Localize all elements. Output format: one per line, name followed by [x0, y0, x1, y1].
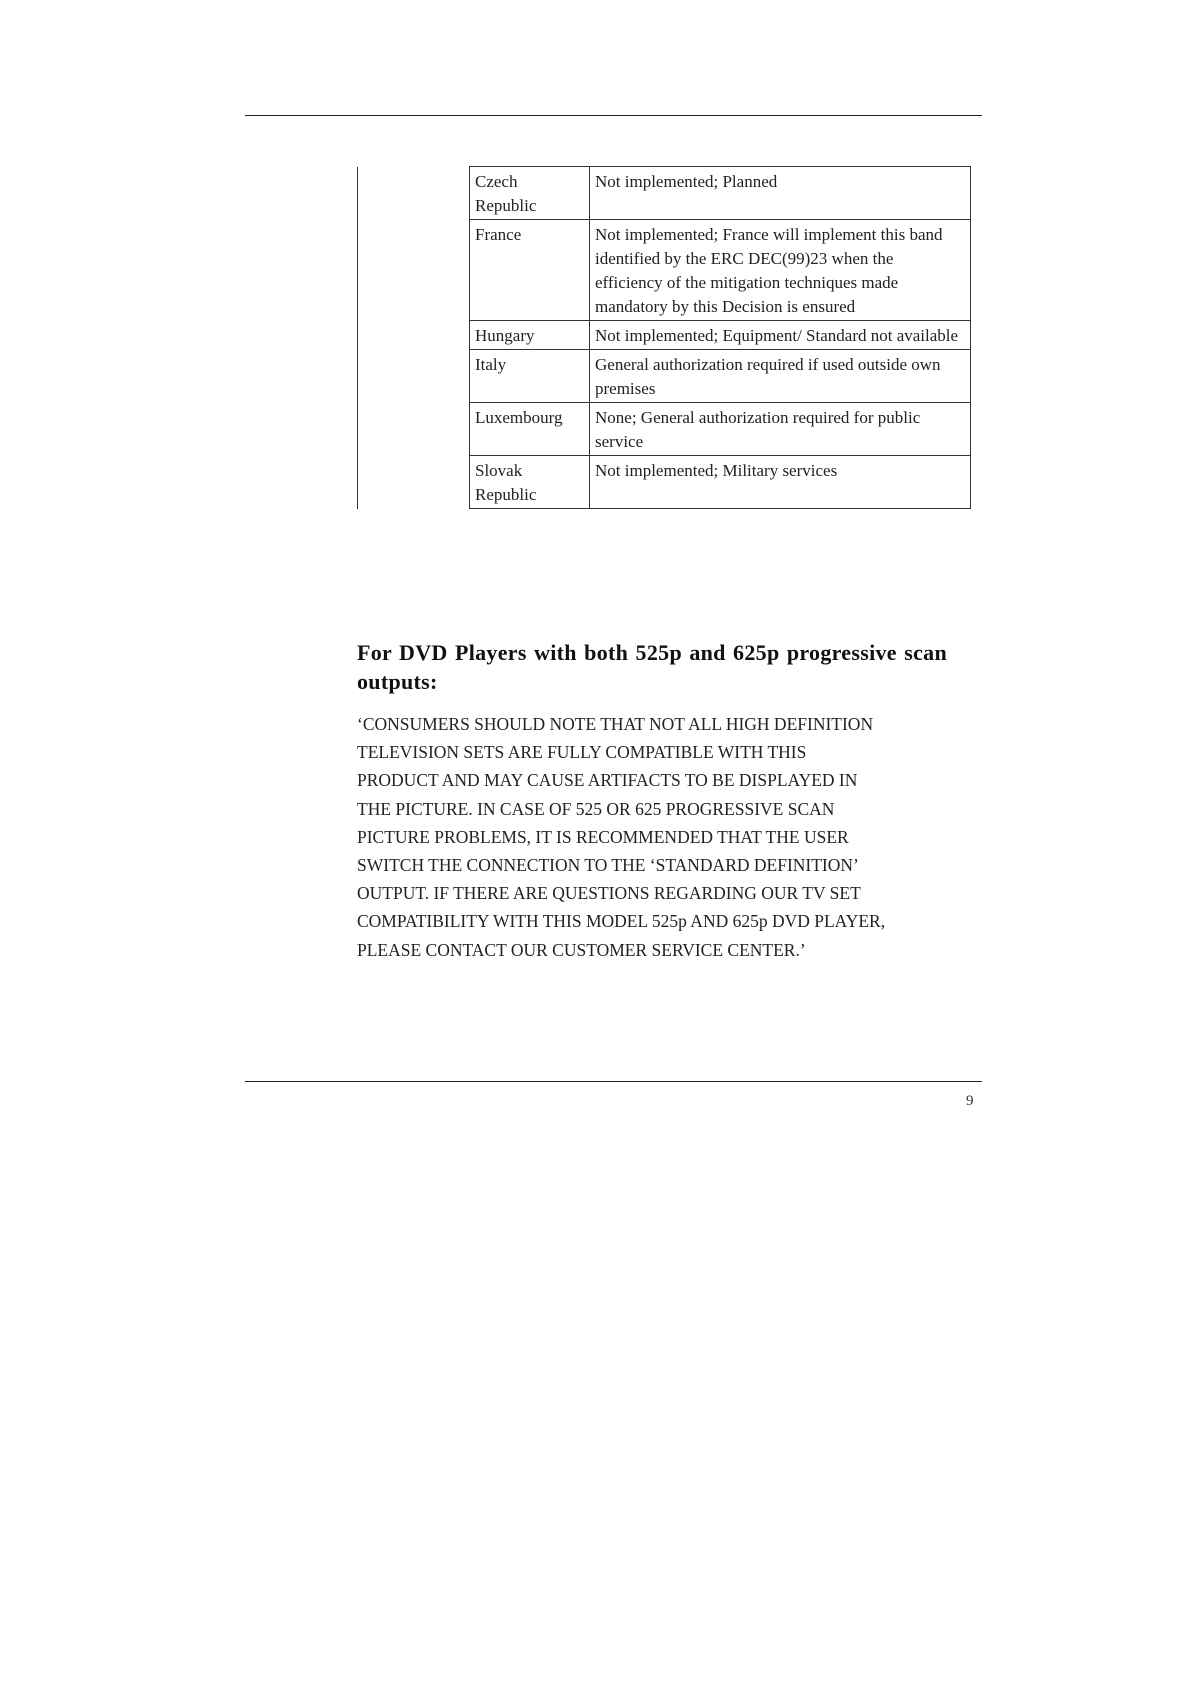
warning-line: PRODUCT AND MAY CAUSE ARTIFACTS TO BE DISPLAYED IN [357, 770, 858, 791]
status-cell: None; General authorization required for public service [590, 403, 971, 456]
country-cell: Czech Republic [470, 167, 590, 220]
warning-line: THE PICTURE. IN CASE OF 525 OR 625 PROGRESSIVE SCAN [357, 798, 835, 819]
status-cell: General authorization required if used outside own premises [590, 350, 971, 403]
country-cell: Slovak Republic [470, 456, 590, 509]
warning-line: OUTPUT. IF THERE ARE QUESTIONS REGARDING OUR TV SET [357, 883, 861, 904]
empty-category-cell [358, 167, 470, 509]
warning-line: PLEASE CONTACT OUR CUSTOMER SERVICE CENTER.’ [357, 939, 806, 960]
warning-line: ‘CONSUMERS SHOULD NOTE THAT NOT ALL HIGH DEFINITION [357, 714, 874, 734]
warning-line: SWITCH THE CONNECTION TO THE ‘STANDARD DEFINITION’ [357, 855, 859, 876]
country-cell: Luxembourg [470, 403, 590, 456]
country-cell: Italy [470, 350, 590, 403]
footer-rule [245, 1081, 982, 1082]
country-cell: Hungary [470, 321, 590, 350]
header-rule [245, 115, 982, 116]
status-cell: Not implemented; France will implement this band identified by the ERC DEC(99)23 when the efficiency of the mitigation techniques made mandatory by this Decision is ensured [590, 220, 971, 321]
consumer-warning-paragraph [357, 710, 972, 964]
table-row [358, 167, 971, 220]
warning-line: COMPATIBILITY WITH THIS MODEL 525p AND 625p DVD PLAYER, [357, 911, 886, 932]
status-cell: Not implemented; Equipment/ Standard not available [590, 321, 971, 350]
status-cell: Not implemented; Military services [590, 456, 971, 509]
page-number: 9 [966, 1093, 974, 1109]
status-cell: Not implemented; Planned [590, 167, 971, 220]
regulation-table [357, 166, 971, 509]
country-cell: France [470, 220, 590, 321]
section-heading: For DVD Players with both 525p and 625p progressive scan outputs: [357, 640, 947, 694]
warning-line: TELEVISION SETS ARE FULLY COMPATIBLE WITH THIS [357, 742, 807, 763]
warning-line: PICTURE PROBLEMS, IT IS RECOMMENDED THAT THE USER [357, 826, 849, 847]
